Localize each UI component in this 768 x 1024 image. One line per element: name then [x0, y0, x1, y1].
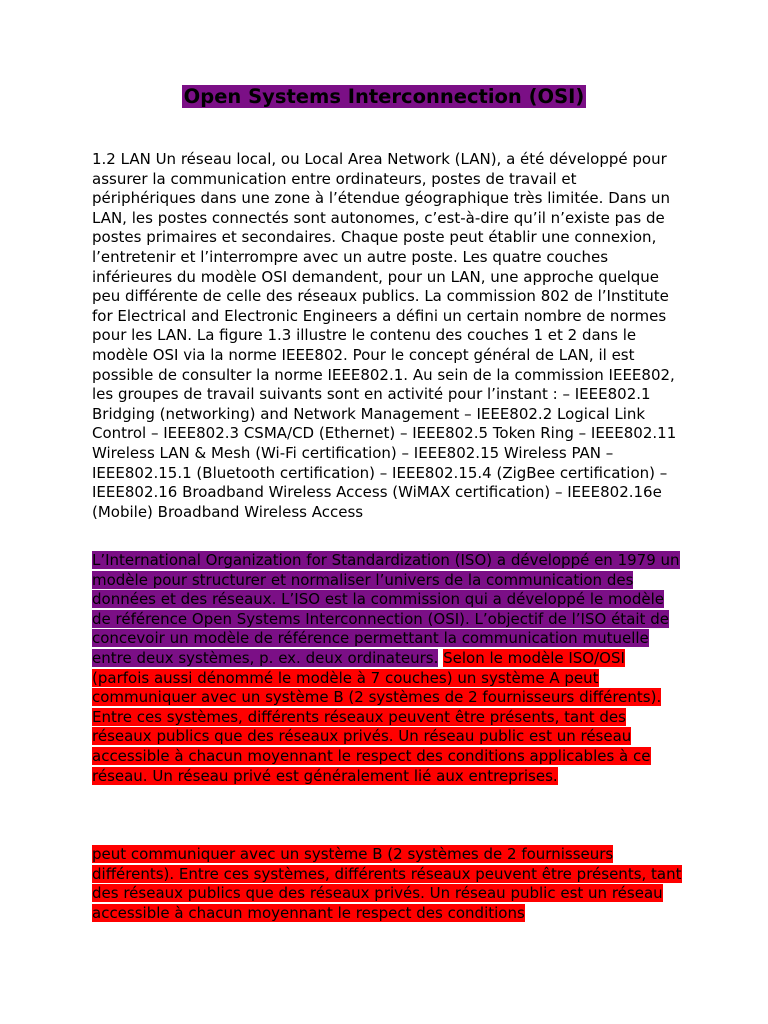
paragraph-lan: 1.2 LAN Un réseau local, ou Local Area Network (LAN), a été développé pour assurer la communication entre ordinateurs, postes de travail et périphériques dans une zone à l’étendue géographique très limitée. Dans un LAN, les postes connectés sont autonomes, c’est-à-dire qu’il n’existe pas de postes primaires et secondaires. Chaque poste peut établir une connexion, l’entretenir et l’interrompre avec un autre poste. Les quatre couches inférieures du modèle OSI demandent, pour un LAN, une approche quelque peu différente de celle des réseaux publics. La commission 802 de l’Institute for Electrical and Electronic Engineers a défini un certain nombre de normes pour les LAN. La figure 1.3 illustre le contenu des couches 1 et 2 dans le modèle OSI via la norme IEEE802. Pour le concept général de LAN, il est possible de consulter la norme IEEE802.1. Au sein de la commission IEEE802, les groupes de travail suivants sont en activité pour l’instant : – IEEE802.1 Bridging (networking) and Network Management – IEEE802.2 Logical Link Control – IEEE802.3 CSMA/CD (Ethernet) – IEEE802.5 Token Ring – IEEE802.11 Wireless LAN & Mesh (Wi-Fi certification) – IEEE802.15 Wireless PAN – IEEE802.15.1 (Bluetooth certification) – IEEE802.15.4 (ZigBee certification) – IEEE802.16 Broadband Wireless Access (WiMAX certification) – IEEE802.16e (Mobile) Broadband Wireless Access	[92, 150, 677, 521]
highlight-red-text: Selon le modèle ISO/OSI (parfois aussi dénommé le modèle à 7 couches) un système A peut communiquer avec un système B (2 systèmes de 2 fournisseurs différents). Entre ces systèmes, différents réseaux peuvent être présents, tant des réseaux publics que des réseaux privés. Un réseau public est un réseau accessible à chacun moyennant le respect des conditions applicables à ce réseau. Un réseau privé est généralement lié aux entreprises.	[92, 648, 662, 785]
paragraph-iso	[92, 551, 682, 786]
title-container	[0, 84, 768, 110]
highlight-purple-text: L’International Organization for Standardization (ISO) a développé en 1979 un modèle pour structurer et normaliser l’univers de la communication des données et des réseaux. L’ISO est la commission qui a développé le modèle de référence Open Systems Interconnection (OSI). L’objectif de l’ISO était de concevoir un modèle de référence permettant la communication mutuelle entre deux systèmes, p. ex. deux ordinateurs.	[92, 551, 680, 667]
highlight-red-text-repeat: peut communiquer avec un système B (2 systèmes de 2 fournisseurs différents). Entre ces systèmes, différents réseaux peuvent être présents, tant des réseaux publics que des réseaux privés. Un réseau public est un réseau accessible à chacun moyennant le respect des conditions	[92, 845, 682, 922]
paragraph-repeat	[92, 845, 682, 923]
document-title: Open Systems Interconnection (OSI)	[183, 85, 585, 108]
